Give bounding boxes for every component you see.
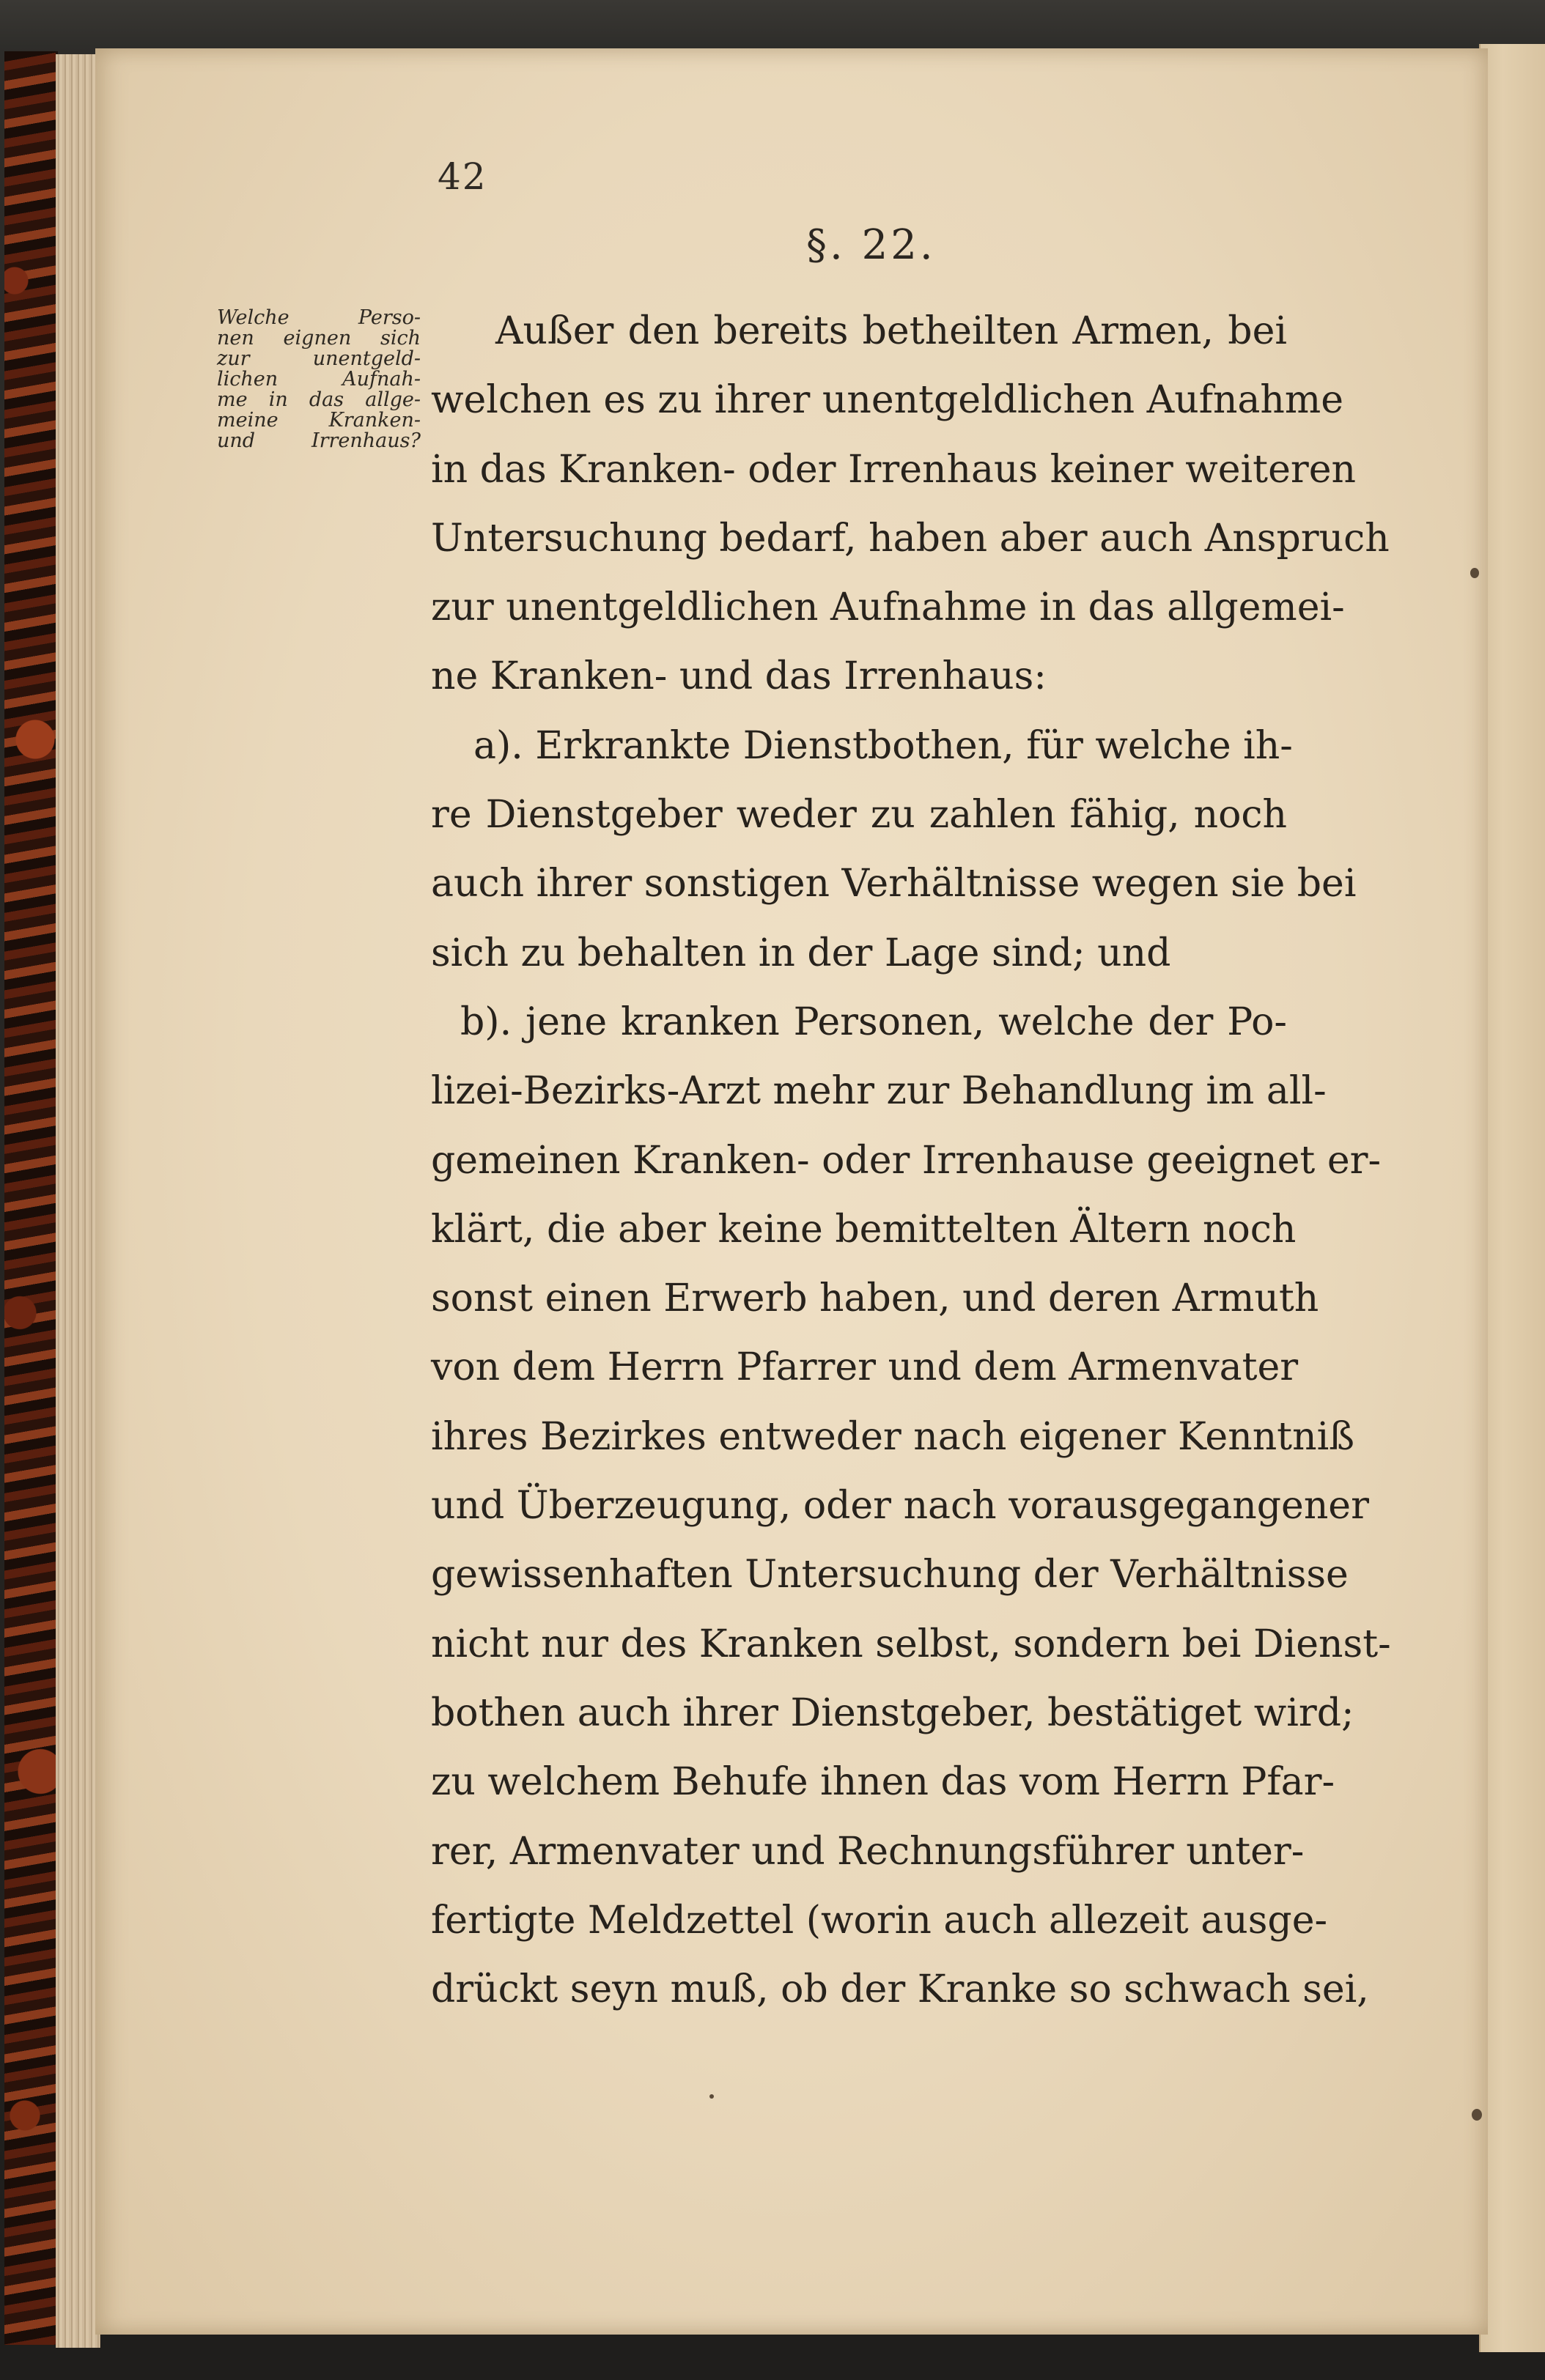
margin-note-line: Welche Perso- [217,306,421,329]
text-line: rer, Armenvater und Rechnungsführer unter- [431,1829,1305,1874]
margin-note-line: me in das allge- [217,388,421,411]
margin-note [217,308,421,451]
text-line: klärt, die aber keine bemittelten Ältern noch [431,1207,1297,1252]
text-line: Außer den bereits betheilten Armen, bei [495,309,1287,353]
margin-note-line: nen eignen sich [217,327,421,350]
text-line: in das Kranken- oder Irrenhaus keiner weiteren [431,447,1356,492]
text-line: lizei-Bezirks-Arzt mehr zur Behandlung im all- [431,1069,1327,1114]
paper-spot [1470,568,1479,578]
text-line: drückt seyn muß, ob der Kranke so schwach sei, [431,1967,1369,2012]
text-line: und Überzeugung, oder nach vorausgegangener [431,1484,1369,1529]
right-page-edge [1479,44,1545,2352]
margin-note-line: lichen Aufnah- [217,368,421,391]
text-line: sonst einen Erwerb haben, und deren Armuth [431,1276,1319,1321]
body-text [431,297,1391,2024]
text-line: zur unentgeldlichen Aufnahme in das allgemei- [431,585,1345,630]
margin-note-line: meine Kranken- [217,409,421,432]
text-line: gemeinen Kranken- oder Irrenhause geeignet er- [431,1138,1382,1183]
text-line: fertigte Meldzettel (worin auch allezeit ausge- [431,1898,1328,1943]
text-line: ihres Bezirkes entweder nach eigener Kenntniß [431,1414,1354,1459]
paper-spot [709,2094,714,2099]
page-stack-edge [56,54,100,2348]
margin-note-line: zur unentgeld- [217,347,421,370]
margin-note-line: und Irrenhaus? [217,429,421,452]
section-heading: §. 22. [806,221,936,269]
text-line: gewissenhaften Untersuchung der Verhältnisse [431,1553,1349,1597]
page-number: 42 [438,155,487,198]
text-line: zu welchem Behufe ihnen das vom Herrn Pfar- [431,1760,1335,1805]
text-line: a). Erkrankte Dienstbothen, für welche ih- [473,723,1293,768]
text-line: b). jene kranken Personen, welche der Po- [460,999,1287,1044]
paper-spot [1472,2109,1482,2121]
text-line: welchen es zu ihrer unentgeldlichen Aufnahme [431,378,1344,423]
marbled-book-edge [4,51,58,2345]
text-line: bothen auch ihrer Dienstgeber, bestätiget wird; [431,1690,1354,1735]
text-line: ne Kranken- und das Irrenhaus: [431,654,1047,699]
text-line: sich zu behalten in der Lage sind; und [431,931,1171,975]
text-line: re Dienstgeber weder zu zahlen fähig, noch [431,793,1287,838]
text-line: auch ihrer sonstigen Verhältnisse wegen sie bei [431,862,1357,906]
text-line: nicht nur des Kranken selbst, sondern bei Dienst- [431,1622,1391,1666]
text-line: von dem Herrn Pfarrer und dem Armenvater [431,1345,1299,1390]
text-line: Untersuchung bedarf, haben aber auch Anspruch [431,516,1390,561]
